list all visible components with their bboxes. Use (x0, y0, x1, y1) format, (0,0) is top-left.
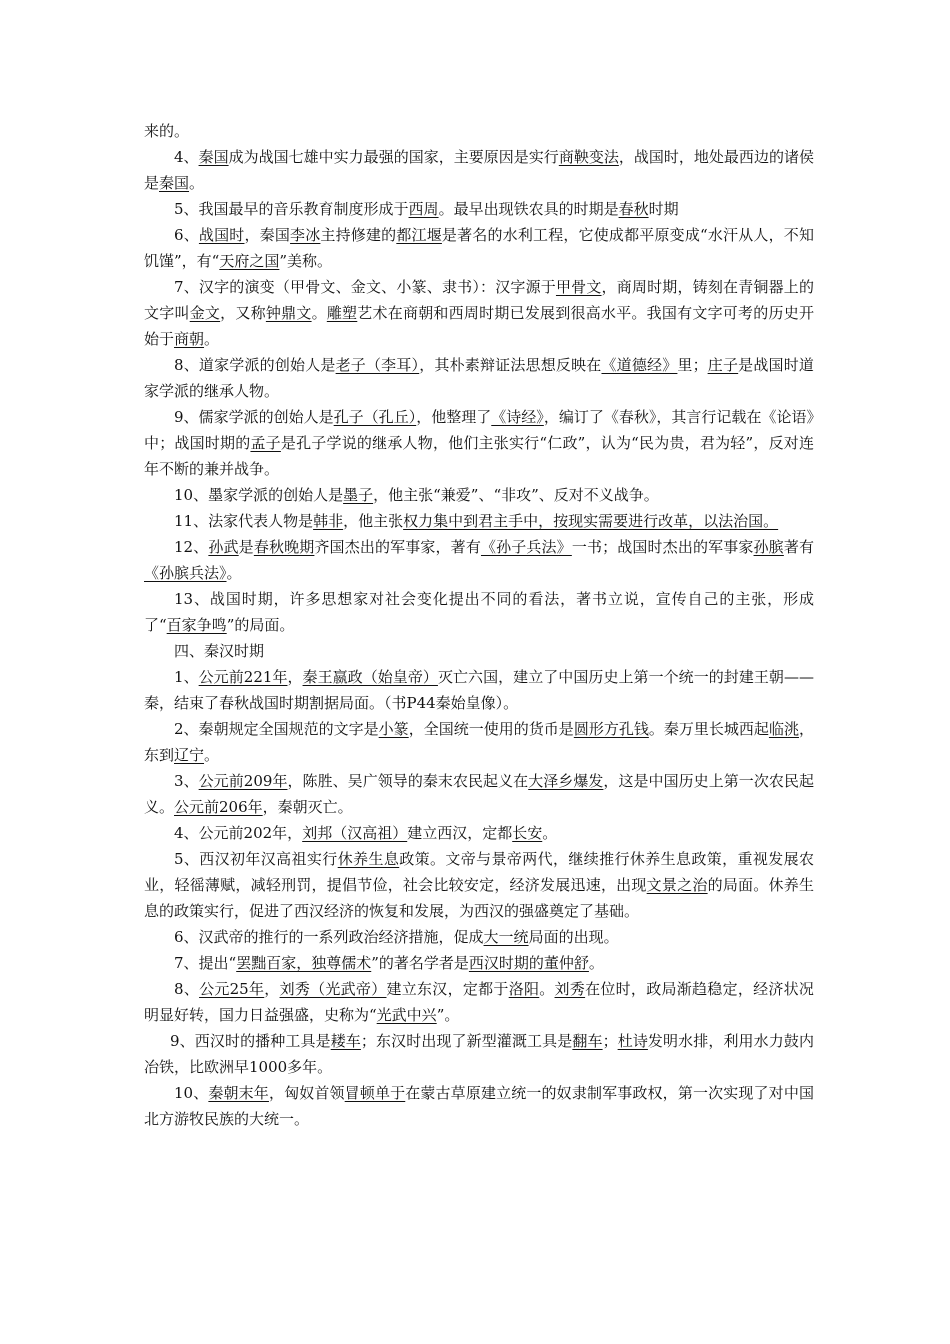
paragraph-p17 (144, 924, 814, 950)
text-run: 是著名的水利工程，它使成都平原变成“水汗从人，不知饥馑”，有“ (144, 226, 814, 270)
paragraph-p12 (144, 664, 814, 716)
paragraph-p1 (144, 144, 814, 196)
underlined-term: 商朝 (174, 330, 205, 348)
text-run: 时期 (648, 200, 679, 218)
underlined-term: 权力集中到君主手中，按现实需要进行改革，以法治国。 (403, 512, 779, 530)
text-run: 1、 (174, 668, 199, 686)
underlined-term: 李冰 (290, 226, 321, 244)
underlined-term: 甲骨文 (555, 278, 602, 296)
text-run: 10、 (174, 1084, 209, 1102)
text-run: ，他主张“兼爱”、“非攻”、反对不义战争。 (373, 486, 659, 504)
text-run: 建立东汉，定都于 (386, 980, 509, 998)
underlined-term: 西汉时期的董仲舒 (468, 954, 589, 972)
underlined-term: 公元25年 (199, 980, 265, 998)
underlined-term: 秦王嬴政（始皇帝） (302, 668, 438, 686)
underlined-term: 《孙子兵法》 (480, 538, 572, 556)
underlined-term: 圆形方孔钱 (573, 720, 649, 738)
text-run: ”的著名学者是 (371, 954, 469, 972)
text-run: 10、墨家学派的创始人是 (174, 486, 344, 504)
text-run: 一书；战国时杰出的军事家 (571, 538, 754, 556)
underlined-term: 光武中兴 (376, 1006, 437, 1024)
paragraph-p16 (144, 846, 814, 924)
text-run: 12、 (174, 538, 209, 556)
underlined-term: 《道德经》 (601, 356, 678, 374)
paragraph-p4 (144, 274, 814, 352)
underlined-term: 临洮 (768, 720, 799, 738)
paragraph-p20 (144, 1028, 814, 1080)
text-run: 是孔子学说的继承人物，他们主张实行“仁政”，认为“民为贵，君为轻”，反对连年不断的兼并战争。 (144, 434, 814, 478)
underlined-term: 庄子 (707, 356, 739, 374)
text-run: ，陈胜、吴广领导的秦末农民起义在 (287, 772, 529, 790)
paragraph-p7 (144, 482, 814, 508)
text-run: 。 (204, 330, 220, 348)
underlined-term: 耧车 (330, 1032, 361, 1050)
underlined-term: 辽宁 (174, 746, 205, 764)
text-run: 。秦万里长城西起 (648, 720, 769, 738)
text-run: 。 (542, 824, 558, 842)
text-run: ，秦朝灭亡。 (262, 798, 353, 816)
text-run: 。 (588, 954, 604, 972)
paragraph-p19 (144, 976, 814, 1028)
text-run: 6、汉武帝的推行的一系列政治经济措施，促成 (174, 928, 484, 946)
underlined-term: 钟鼎文 (265, 304, 312, 322)
paragraph-p6 (144, 404, 814, 482)
underlined-term: 罢黜百家，独尊儒术 (236, 954, 372, 972)
text-run: ，其朴素辩证法思想反映在 (419, 356, 602, 374)
text-run: ，秦国 (244, 226, 291, 244)
underlined-term: 春秋晚期 (253, 538, 315, 556)
text-run: 艺术在商朝和西周时期已发展到很高水平。我国有文字可考的历史开始于 (144, 304, 814, 348)
underlined-term: 秦朝末年 (208, 1084, 269, 1102)
paragraph-p11 (144, 638, 814, 664)
underlined-term: 春秋 (618, 200, 649, 218)
text-run: 4、 (174, 148, 199, 166)
text-run: 来的。 (144, 122, 190, 140)
underlined-term: 大泽乡爆发 (528, 772, 604, 790)
text-run: ”。 (436, 1006, 460, 1024)
text-run: ，全国统一使用的货币是 (408, 720, 574, 738)
text-run: 8、道家学派的创始人是 (174, 356, 336, 374)
text-run: 11、法家代表人物是 (174, 512, 314, 530)
paragraph-p2 (144, 196, 814, 222)
text-run: 9、儒家学派的创始人是 (174, 408, 334, 426)
text-run: ，他主张 (343, 512, 404, 530)
paragraph-p9 (144, 534, 814, 586)
text-run: ，战国时，地处最西边的诸侯是 (144, 148, 814, 192)
text-run: 。 (226, 564, 242, 582)
text-run: 7、汉字的演变（甲骨文、金文、小篆、隶书）：汉字源于 (174, 278, 556, 296)
text-run: 6、 (174, 226, 199, 244)
underlined-term: 商鞅变法 (558, 148, 619, 166)
underlined-term: 公元前206年 (174, 798, 263, 816)
text-run: ， (264, 980, 280, 998)
underlined-term: 都江堰 (396, 226, 442, 244)
text-run: 是 (238, 538, 254, 556)
text-run: 7、提出“ (174, 954, 237, 972)
text-run: ，东到 (144, 720, 814, 764)
text-run: 里； (677, 356, 708, 374)
underlined-term: 公元前209年 (198, 772, 288, 790)
underlined-term: 文景之治 (646, 876, 708, 894)
text-run: 8、 (174, 980, 200, 998)
underlined-term: 天府之国 (219, 252, 280, 270)
text-run: 建立西汉，定都 (407, 824, 513, 842)
paragraph-p10 (144, 586, 814, 638)
text-run: ，匈奴首领 (268, 1084, 345, 1102)
text-run: 3、 (174, 772, 199, 790)
text-run: 2、秦朝规定全国规范的文字是 (174, 720, 379, 738)
text-run: 5、我国最早的音乐教育制度形成于 (174, 200, 409, 218)
text-run: ，这是中国历史上第一次农民起义。 (144, 772, 814, 816)
underlined-term: 《孙膑兵法》 (144, 564, 227, 582)
text-run: 。最早出现铁农具的时期是 (438, 200, 619, 218)
text-run: 。 (189, 174, 205, 192)
underlined-term: 孙膑 (753, 538, 784, 556)
underlined-term: 韩非 (313, 512, 344, 530)
underlined-term: 墨子 (343, 486, 374, 504)
paragraph-p8 (144, 508, 814, 534)
text-run: ， (287, 668, 303, 686)
paragraph-p18 (144, 950, 814, 976)
text-run: 。 (204, 746, 220, 764)
text-run: 局面的出现。 (528, 928, 619, 946)
underlined-term: 百家争鸣 (166, 616, 227, 634)
text-run: 齐国杰出的军事家，著有 (314, 538, 481, 556)
underlined-term: 老子（李耳） (335, 356, 420, 374)
text-run: ，商周时期，铸刻在青铜器上的文字叫 (144, 278, 814, 322)
underlined-term: 西周 (408, 200, 439, 218)
text-run: 灭亡六国，建立了中国历史上第一个统一的封建王朝——秦，结束了春秋战国时期割据局面。（书P44秦始皇像）。 (144, 668, 814, 712)
underlined-term: 翻车 (572, 1032, 603, 1050)
paragraph-p14 (144, 768, 814, 820)
underlined-term: 小篆 (378, 720, 409, 738)
text-run: 13、战国时期，许多思想家对社会变化提出不同的看法，著书立说，宣传自己的主张，形成了“ (144, 590, 814, 634)
text-run: ，他整理了 (416, 408, 492, 426)
underlined-term: 刘秀 (554, 980, 586, 998)
text-run: ；东汉时出现了新型灌溉工具是 (360, 1032, 573, 1050)
text-run: 4、公元前202年， (174, 824, 303, 842)
text-run: ”的局面。 (226, 616, 295, 634)
underlined-term: 战国时 (198, 226, 245, 244)
underlined-term: 长安 (512, 824, 543, 842)
text-run: ，编订了《春秋》，其言行记载在《论语》中；战国时期的 (144, 408, 814, 452)
text-run: 5、西汉初年汉高祖实行 (174, 850, 338, 868)
underlined-term: 《诗经》 (491, 408, 544, 426)
underlined-term: 雕塑 (326, 304, 358, 322)
paragraph-p5 (144, 352, 814, 404)
underlined-term: 杜诗 (617, 1032, 648, 1050)
text-run: 四、秦汉时期 (174, 642, 265, 660)
underlined-term: 孔子（孔丘） (333, 408, 417, 426)
underlined-term: 冒顿单于 (344, 1084, 406, 1102)
paragraph-p21 (144, 1080, 814, 1132)
underlined-term: 洛阳 (508, 980, 540, 998)
text-run: 发明水排，利用水力鼓内冶铁，比欧洲早1000多年。 (144, 1032, 814, 1076)
text-run: ； (602, 1032, 618, 1050)
text-run: 在蒙古草原建立统一的奴隶制军事政权，第一次实现了对中国北方游牧民族的大统一。 (144, 1084, 814, 1128)
underlined-term: 孟子 (250, 434, 281, 452)
text-run: 著有 (783, 538, 814, 556)
text-run: 主持修建的 (320, 226, 397, 244)
text-run: ”美称。 (279, 252, 333, 270)
underlined-term: 秦国 (198, 148, 229, 166)
underlined-term: 秦国 (159, 174, 190, 192)
text-run: 是战国时道家学派的继承人物。 (144, 356, 814, 400)
text-run: 9、西汉时的播种工具是 (170, 1032, 331, 1050)
underlined-term: 金文 (189, 304, 221, 322)
text-run: 的局面。休养生息的政策实行，促进了西汉经济的恢复和发展，为西汉的强盛奠定了基础。 (144, 876, 814, 920)
paragraph-p13 (144, 716, 814, 768)
underlined-term: 大一统 (483, 928, 529, 946)
document-page (144, 118, 814, 1132)
text-run: 在位时，政局渐趋稳定，经济状况明显好转，国力日益强盛，史称为“ (144, 980, 814, 1024)
paragraph-p3 (144, 222, 814, 274)
underlined-term: 刘邦（汉高祖） (302, 824, 408, 842)
underlined-term: 孙武 (208, 538, 239, 556)
underlined-term: 公元前221年 (198, 668, 288, 686)
paragraph-p15 (144, 820, 814, 846)
text-run: 。 (539, 980, 555, 998)
text-run: 政策。文帝与景帝两代，继续推行休养生息政策，重视发展农业，轻徭薄赋，减轻刑罚，提倡节俭，社会比较安定，经济发展迅速，出现 (144, 850, 814, 894)
text-run: 成为战国七雄中实力最强的国家，主要原因是实行 (228, 148, 559, 166)
paragraph-p0 (144, 118, 814, 144)
underlined-term: 刘秀（光武帝） (279, 980, 387, 998)
text-run: 。 (311, 304, 327, 322)
text-run: ，又称 (220, 304, 266, 322)
underlined-term: 休养生息 (337, 850, 400, 868)
